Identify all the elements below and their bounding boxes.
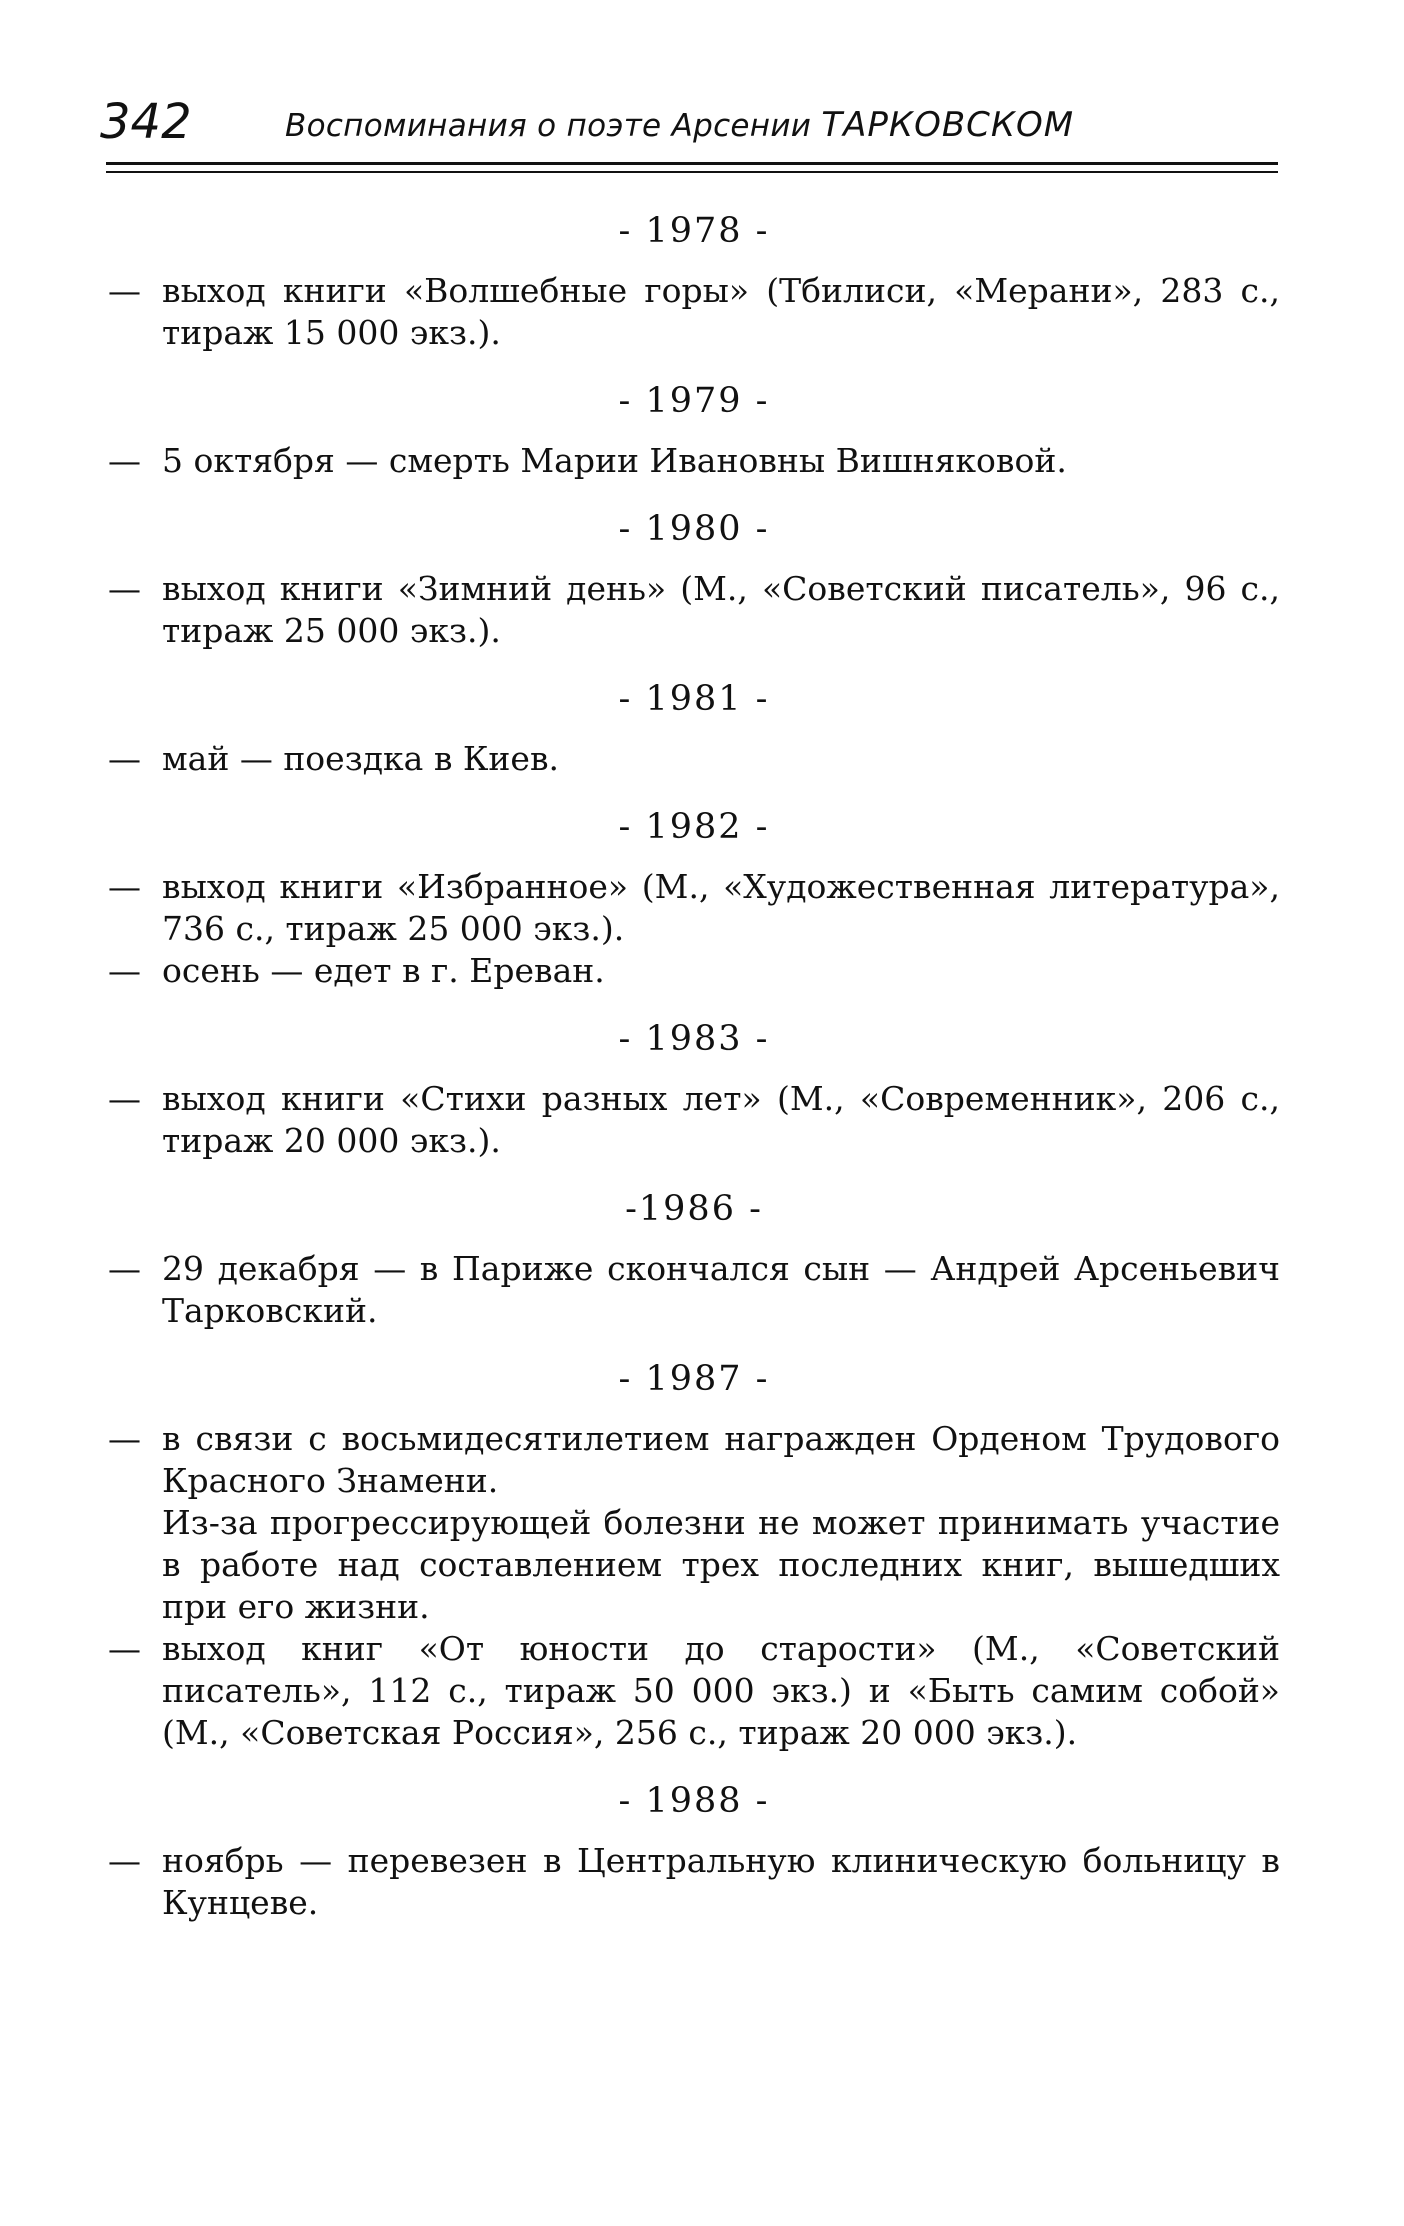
chronology-entry xyxy=(108,270,1280,354)
entry-text: выход книг «От юности до старости» (М., «Советский писатель», 112 с., тираж 50 000 экз.) и «Быть самим собой» (М., «Советская Россия», 256 с., тираж 20 000 экз.). xyxy=(162,1629,1280,1752)
year-heading: - 1988 - xyxy=(618,1781,770,1821)
page-number: 342 xyxy=(100,94,192,150)
chronology-entry xyxy=(108,1628,1280,1754)
year-section-1986 xyxy=(108,1188,1280,1332)
entry-dash: — xyxy=(108,441,141,480)
entry-dash: — xyxy=(108,1079,141,1118)
entry-text: выход книги «Стихи разных лет» (М., «Современник», 206 с., тираж 20 000 экз.). xyxy=(162,1079,1280,1160)
entry-text: осень — едет в г. Ереван. xyxy=(162,951,605,990)
chronology-entry xyxy=(108,1078,1280,1162)
page-header xyxy=(100,92,1300,152)
year-heading: - 1987 - xyxy=(618,1359,770,1399)
year-heading: - 1978 - xyxy=(618,211,770,251)
year-section-1988 xyxy=(108,1780,1280,1924)
entry-text: выход книги «Волшебные горы» (Тбилиси, «Мерани», 283 с., тираж 15 000 экз.). xyxy=(162,271,1280,352)
entry-dash: — xyxy=(108,739,141,778)
year-heading: - 1980 - xyxy=(618,509,770,549)
entry-dash: — xyxy=(108,1419,141,1458)
entry-text: 29 декабря — в Париже скончался сын — Андрей Арсеньевич Тарковский. xyxy=(162,1249,1280,1330)
running-title xyxy=(285,100,1074,151)
header-rule-thick xyxy=(106,162,1278,165)
chronology-entry xyxy=(108,568,1280,652)
year-section-1982 xyxy=(108,806,1280,992)
year-heading: - 1982 - xyxy=(618,807,770,847)
entry-dash: — xyxy=(108,867,141,906)
entry-text: май — поездка в Киев. xyxy=(162,739,560,778)
chronology xyxy=(108,210,1280,1950)
running-title-prefix: Воспоминания о поэте Арсении xyxy=(285,108,822,144)
year-section-1980 xyxy=(108,508,1280,652)
chronology-entry-continuation: Из-за прогрессирующей болезни не может принимать участие в работе над составлением трех последних книг, вышедших при его жизни. xyxy=(162,1503,1280,1626)
entry-text: выход книги «Зимний день» (М., «Советский писатель», 96 с., тираж 25 000 экз.). xyxy=(162,569,1280,650)
year-heading: - 1979 - xyxy=(618,381,770,421)
year-section-1987 xyxy=(108,1358,1280,1754)
entry-dash: — xyxy=(108,569,141,608)
year-section-1978 xyxy=(108,210,1280,354)
chronology-entry xyxy=(108,1840,1280,1924)
chronology-entry xyxy=(108,1418,1280,1502)
chronology-entry xyxy=(108,1248,1280,1332)
year-section-1981 xyxy=(108,678,1280,780)
year-section-1979 xyxy=(108,380,1280,482)
entry-dash: — xyxy=(108,1629,141,1668)
chronology-entry xyxy=(108,950,1280,992)
year-heading: -1986 - xyxy=(625,1189,763,1229)
year-section-1983 xyxy=(108,1018,1280,1162)
chronology-entry xyxy=(108,440,1280,482)
entry-text: ноябрь — перевезен в Центральную клиническую больницу в Кунцеве. xyxy=(162,1841,1280,1922)
year-heading: - 1981 - xyxy=(618,679,770,719)
chronology-entry xyxy=(108,866,1280,950)
chronology-entry xyxy=(108,738,1280,780)
entry-dash: — xyxy=(108,951,141,990)
entry-dash: — xyxy=(108,1841,141,1880)
header-rule-thin xyxy=(106,171,1278,173)
entry-text: 5 октября — смерть Марии Ивановны Вишняковой. xyxy=(162,441,1067,480)
entry-text: в связи с восьмидесятилетием награжден Орденом Трудового Красного Знамени. xyxy=(162,1419,1280,1500)
entry-text: выход книги «Избранное» (М., «Художественная литература», 736 с., тираж 25 000 экз.). xyxy=(162,867,1280,948)
year-heading: - 1983 - xyxy=(618,1019,770,1059)
running-title-caps: ТАРКОВСКОМ xyxy=(821,105,1075,145)
entry-dash: — xyxy=(108,1249,141,1288)
entry-dash: — xyxy=(108,271,141,310)
